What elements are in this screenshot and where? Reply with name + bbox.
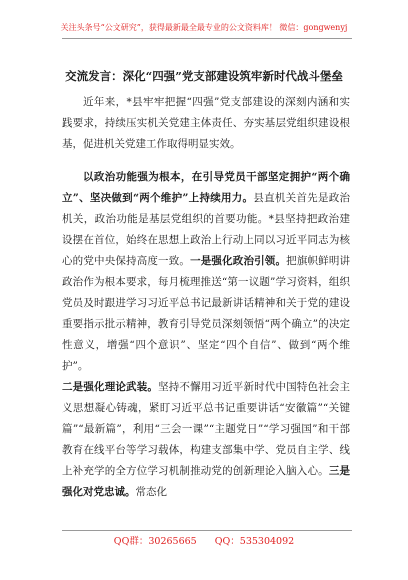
page-footer <box>0 535 408 549</box>
section-lead-text: 县直机关首先是政治机关，政治功能是基层党组织的首要功能。*县坚持把政治建设摆在首位，始终在思想上政治上行动上同以习近平同志为核心的党中央保持高度一致。 <box>62 192 350 267</box>
footer-divider <box>62 530 352 531</box>
header-divider <box>62 38 352 39</box>
intro-paragraph: 近年来，*县牢牢把握“四强”党支部建设的深刻内涵和实践要求，持续压实机关党建主体责任、夯实基层党组织建设根基，促进机关党建工作取得明显实效。 <box>62 96 350 150</box>
document-title: 交流发言：深化“四强”党支部建设筑牢新时代战斗堡垒 <box>65 69 343 83</box>
footer-qq-group: QQ群：30265665 <box>113 536 197 547</box>
point2-text: 坚持不懈用习近平新时代中国特色社会主义思想凝心铸魂，紧盯习近平总书记重要讲话“安徽篇”“关键篇”“最新篇”，利用“三会一课”“主题党日”“学习强国”和干部教育在线平台等学习载体，构建支部集中学、党员自主学、线上补充学的全方位学习机制推动党的创新理论入脑入心。 <box>62 381 351 477</box>
point1-title: 一是强化政治引领。 <box>190 255 287 267</box>
continuation-paragraph <box>62 377 350 503</box>
point1-text: 把旗帜鲜明讲政治作为根本要求，每月梳理推送“第一议题”学习资料，组织党员及时跟进学习习近平总书记最新讲话精神和关于党的建设重要指示批示精神，教育引导党员深刻领悟“两个确立”的决定性意义，增强“四个意识”、坚定“四个自信”、做到“两个维护”。 <box>62 255 351 372</box>
point2-title: 二是强化理论武装。 <box>62 381 159 393</box>
page-header-banner: 关注头条号“公文研究”，获得最新最全最专业的公文资料库！ 微信：gongwenyj <box>60 23 348 32</box>
section-paragraph <box>62 167 350 377</box>
point3-text: 常态化 <box>135 486 167 498</box>
section-heading: 以政治功能强为根本，在引导党员干部坚定拥护“两个确立”、坚决做到“两个维护”上持续用力。 <box>62 171 350 204</box>
paragraph-gap <box>62 155 350 167</box>
document-body <box>62 92 350 503</box>
point3-title: 三是强化对党忠诚。 <box>62 465 351 498</box>
footer-qq: QQ：535304092 <box>214 536 295 547</box>
